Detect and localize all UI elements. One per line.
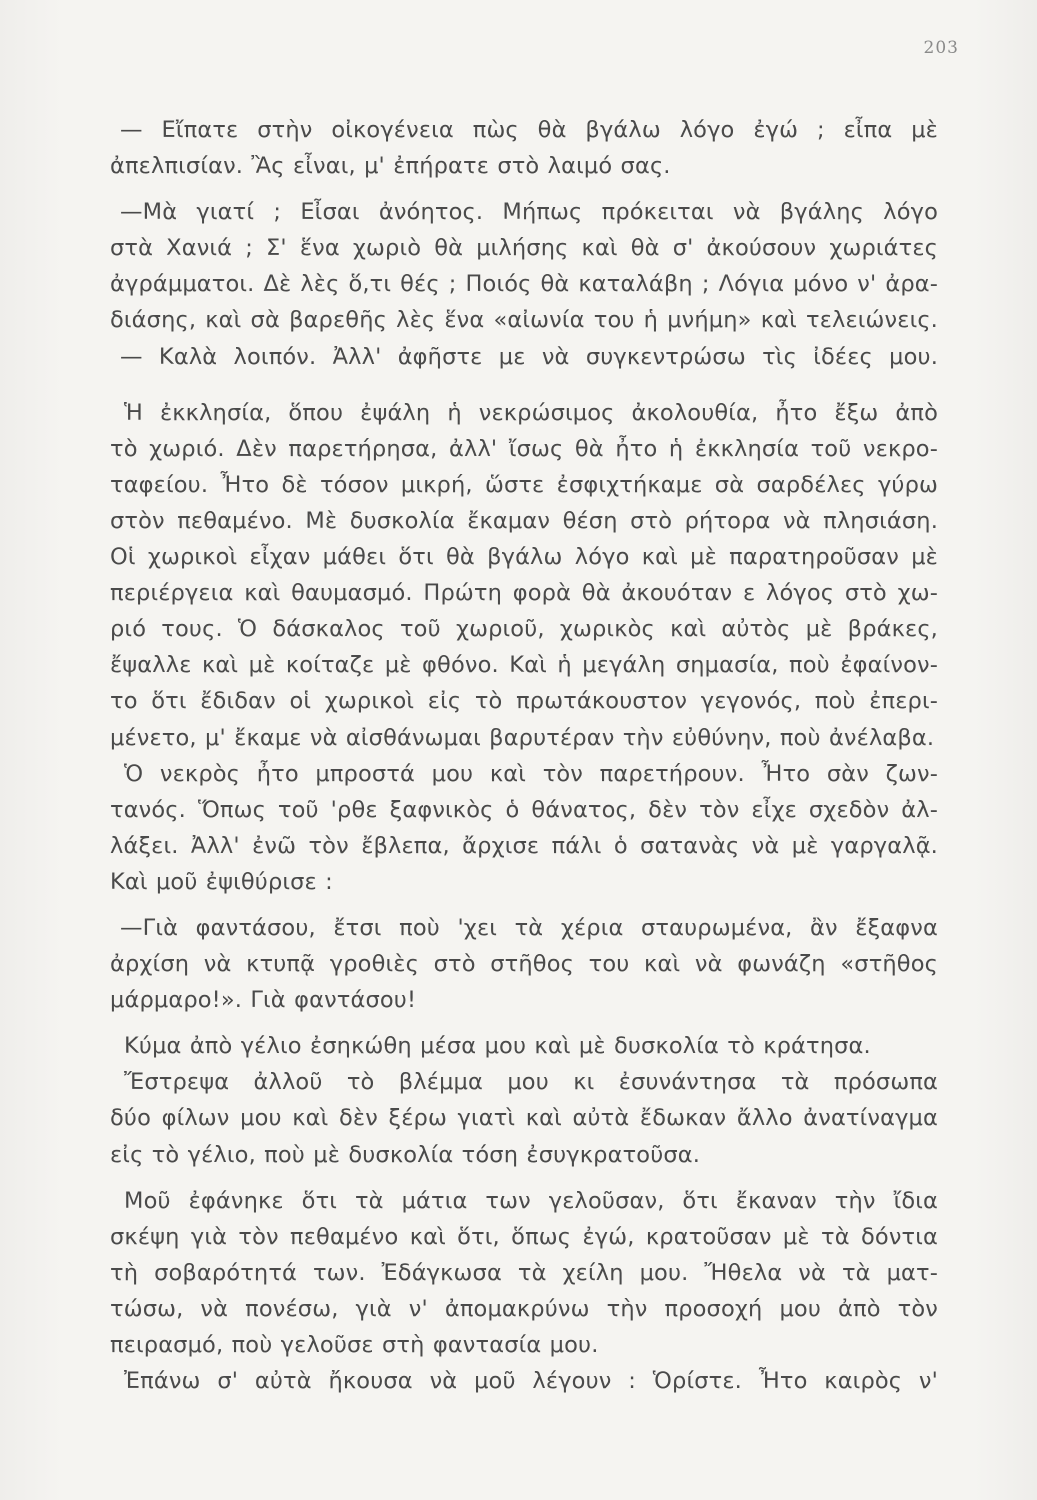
page-number: 203 (923, 38, 959, 58)
text-line: τὸ χωριό. Δὲν παρετήρησα, ἀλλ' ἴσως θὰ ἦτο ἡ ἐκκλησία τοῦ νεκρο- (110, 435, 938, 462)
paragraph (110, 395, 938, 756)
text-line: Μοῦ ἐφάνηκε ὅτι τὰ μάτια των γελοῦσαν, ὅτι ἔκαναν τὴν ἴδια (124, 1187, 938, 1214)
text-line: —Μὰ γιατί ; Εἶσαι ἀνόητος. Μήπως πρόκειται νὰ βγάλης λόγο (120, 199, 938, 226)
text-line: μάρμαρο!». Γιὰ φαντάσου! (110, 987, 417, 1014)
text-line: σκέψη γιὰ τὸν πεθαμένο καὶ ὅτι, ὅπως ἐγώ, κρατοῦσαν μὲ τὰ δόντια (110, 1223, 938, 1250)
text-line: Ἔστρεψα ἀλλοῦ τὸ βλέμμα μου κι ἐσυνάντησα τὰ πρόσωπα (124, 1069, 938, 1096)
text-line: Ὁ νεκρὸς ἦτο μπροστά μου καὶ τὸν παρετήρουν. Ἦτο σὰν ζων- (124, 760, 938, 787)
text-line: Καὶ μοῦ ἐψιθύρισε : (110, 868, 333, 895)
text-line: μένετο, μ' ἔκαμε νὰ αἰσθάνωμαι βαρυτέραν τὴν εὐθύνην, ποὺ ἀνέλαβα. (110, 724, 935, 751)
text-line: ἀπελπισίαν. Ἂς εἶναι, μ' ἐπήρατε στὸ λαιμό σας. (110, 153, 671, 180)
text-line: περιέργεια καὶ θαυμασμό. Πρώτη φορὰ θὰ ἀκουόταν ε λόγος στὸ χω- (110, 580, 938, 607)
text-line: ριό τους. Ὁ δάσκαλος τοῦ χωριοῦ, χωρικὸς καὶ αὐτὸς μὲ βράκες, (110, 616, 938, 643)
body-text (110, 112, 938, 1399)
paragraph (110, 339, 938, 375)
text-line: εἰς τὸ γέλιο, ποὺ μὲ δυσκολία τόση ἐσυγκρατοῦσα. (110, 1141, 701, 1168)
text-line: —Γιὰ φαντάσου, ἔτσι ποὺ 'χει τὰ χέρια σταυρωμένα, ἂν ἔξαφνα (120, 914, 938, 941)
text-line: ταφείου. Ἦτο δὲ τόσον μικρή, ὥστε ἐσφιχτήκαμε σὰ σαρδέλες γύρω (110, 471, 938, 498)
text-line: πειρασμό, ποὺ γελοῦσε στὴ φαντασία μου. (110, 1332, 599, 1358)
text-line: τώσω, νὰ πονέσω, γιὰ ν' ἀπομακρύνω τὴν προσοχή μου ἀπὸ τὸν (110, 1295, 938, 1322)
text-line: — Καλὰ λοιπόν. Ἀλλ' ἀφῆστε με νὰ συγκεντρώσω τὶς ἰδέες μου. (120, 343, 938, 370)
paragraph (110, 1363, 938, 1399)
text-line: ἀγράμματοι. Δὲ λὲς ὅ,τι θές ; Ποιός θὰ καταλάβη ; Λόγια μόνο ν' ἀρα- (110, 271, 938, 298)
text-line: διάσης, καὶ σὰ βαρεθῆς λὲς ἕνα «αἰωνία του ἡ μνήμη» καὶ τελειώνεις. (110, 307, 938, 334)
text-line: στὰ Χανιά ; Σ' ἕνα χωριὸ θὰ μιλήσης καὶ θὰ σ' ἀκούσουν χωριάτες (110, 235, 938, 262)
paragraph (110, 1064, 938, 1172)
text-line: ἀρχίση νὰ κτυπᾷ γροθιὲς στὸ στῆθος του καὶ νὰ φωνάζη «στῆθος (110, 951, 938, 978)
text-line: — Εἴπατε στὴν οἰκογένεια πὼς θὰ βγάλω λόγο ἐγώ ; εἶπα μὲ (120, 117, 938, 143)
text-line: Ἐπάνω σ' αὐτὰ ἤκουσα νὰ μοῦ λέγουν : Ὁρίστε. Ἦτο καιρὸς ν' (124, 1368, 938, 1395)
text-line: λάξει. Ἀλλ' ἐνῶ τὸν ἔβλεπα, ἄρχισε πάλι ὁ σατανὰς νὰ μὲ γαργαλᾷ. (110, 832, 938, 859)
paragraph (110, 194, 938, 338)
text-line: ἔψαλλε καὶ μὲ κοίταζε μὲ φθόνο. Καὶ ἡ μεγάλη σημασία, ποὺ ἐφαίνον- (110, 652, 938, 679)
text-line: Οἱ χωρικοὶ εἶχαν μάθει ὅτι θὰ βγάλω λόγο καὶ μὲ παρατηροῦσαν μὲ (110, 544, 938, 571)
paragraph (110, 1183, 938, 1363)
text-line: στὸν πεθαμένο. Μὲ δυσκολία ἔκαμαν θέση στὸ ρήτορα νὰ πλησιάση. (110, 507, 938, 534)
paragraph (110, 1028, 938, 1064)
paragraph (110, 910, 938, 1018)
paragraph (110, 756, 938, 900)
paragraph (110, 112, 938, 184)
text-line: δύο φίλων μου καὶ δὲν ξέρω γιατὶ καὶ αὐτὰ ἔδωκαν ἄλλο ἀνατίναγμα (110, 1105, 938, 1132)
text-line: Κύμα ἀπὸ γέλιο ἐσηκώθη μέσα μου καὶ μὲ δυσκολία τὸ κράτησα. (124, 1033, 871, 1060)
text-line: τανός. Ὅπως τοῦ 'ρθε ξαφνικὸς ὁ θάνατος, δὲν τὸν εἶχε σχεδὸν ἀλ- (110, 796, 938, 823)
text-line: το ὅτι ἔδιδαν οἱ χωρικοὶ εἰς τὸ πρωτάκουστον γεγονός, ποὺ ἐπερι- (110, 688, 938, 715)
text-line: Ἡ ἐκκλησία, ὅπου ἐψάλη ἡ νεκρώσιμος ἀκολουθία, ἦτο ἔξω ἀπὸ (124, 399, 938, 426)
text-line: τὴ σοβαρότητά των. Ἐδάγκωσα τὰ χείλη μου. Ἤθελα νὰ τὰ ματ- (110, 1259, 938, 1286)
